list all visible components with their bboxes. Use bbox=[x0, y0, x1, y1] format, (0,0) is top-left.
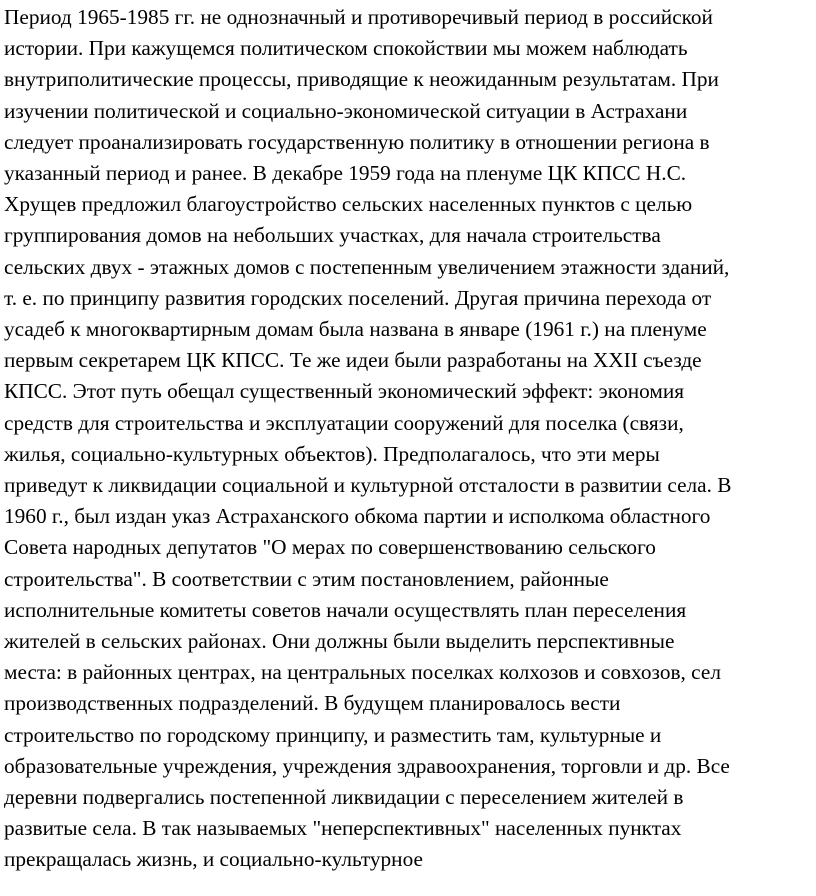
text-line: внутриполитические процессы, приводящие к неожиданным результатам. При bbox=[4, 67, 719, 92]
text-line: истории. При кажущемся политическом спокойствии мы можем наблюдать bbox=[4, 36, 688, 61]
text-line: следует проанализировать государственную политику в отношении региона в bbox=[4, 129, 710, 154]
text-line: указанный период и ранее. В декабре 1959 года на пленуме ЦК КПСС Н.С. bbox=[4, 161, 687, 186]
text-line: Хрущев предложил благоустройство сельских населенных пунктов с целью bbox=[4, 192, 693, 217]
text-line: сельских двух - этажных домов с постепенным увеличением этажности зданий, bbox=[4, 254, 730, 279]
text-line: развитые села. В так называемых "неперспективных" населенных пунктах bbox=[4, 816, 682, 841]
text-line: производственных подразделений. В будущем планировалось вести bbox=[4, 691, 621, 716]
text-line: места: в районных центрах, на центральных поселках колхозов и совхозов, сел bbox=[4, 660, 721, 685]
text-line: жилья, социально-культурных объектов). Предполагалось, что эти меры bbox=[4, 441, 660, 466]
text-line: строительства". В соответствии с этим постановлением, районные bbox=[4, 566, 609, 591]
text-line: приведут к ликвидации социальной и культурной отсталости в развитии села. В bbox=[4, 473, 732, 498]
text-line: средств для строительства и эксплуатации сооружений для поселка (связи, bbox=[4, 410, 684, 435]
text-line: усадеб к многоквартирным домам была названа в январе (1961 г.) на пленуме bbox=[4, 317, 707, 342]
text-line: изучении политической и социально-экономической ситуации в Астрахани bbox=[4, 98, 688, 123]
text-line: Период 1965-1985 гг. не однозначный и противоречивый период в российской bbox=[4, 5, 713, 29]
text-line: Совета народных депутатов "О мерах по совершенствованию сельского bbox=[4, 535, 656, 560]
text-line: КПСС. Этот путь обещал существенный экономический эффект: экономия bbox=[4, 379, 685, 404]
text-line: исполнительные комитеты советов начали осуществлять план переселения bbox=[4, 597, 687, 622]
text-line: т. е. по принципу развития городских поселений. Другая причина перехода от bbox=[4, 285, 712, 310]
text-line: деревни подвергались постепенной ликвидации с переселением жителей в bbox=[4, 785, 684, 810]
body-paragraph bbox=[4, 0, 812, 876]
text-line: прекращалась жизнь, и социально-культурное bbox=[4, 847, 423, 872]
text-line: образовательные учреждения, учреждения здравоохранения, торговли и др. Все bbox=[4, 753, 730, 778]
text-line: первым секретарем ЦК КПСС. Те же идеи были разработаны на XXII съезде bbox=[4, 348, 702, 373]
text-line: группирования домов на небольших участках, для начала строительства bbox=[4, 223, 661, 248]
text-line: жителей в сельских районах. Они должны были выделить перспективные bbox=[4, 629, 675, 654]
text-line: 1960 г., был издан указ Астраханского обкома партии и исполкома областного bbox=[4, 504, 711, 529]
text-line: строительство по городскому принципу, и разместить там, культурные и bbox=[4, 722, 662, 747]
